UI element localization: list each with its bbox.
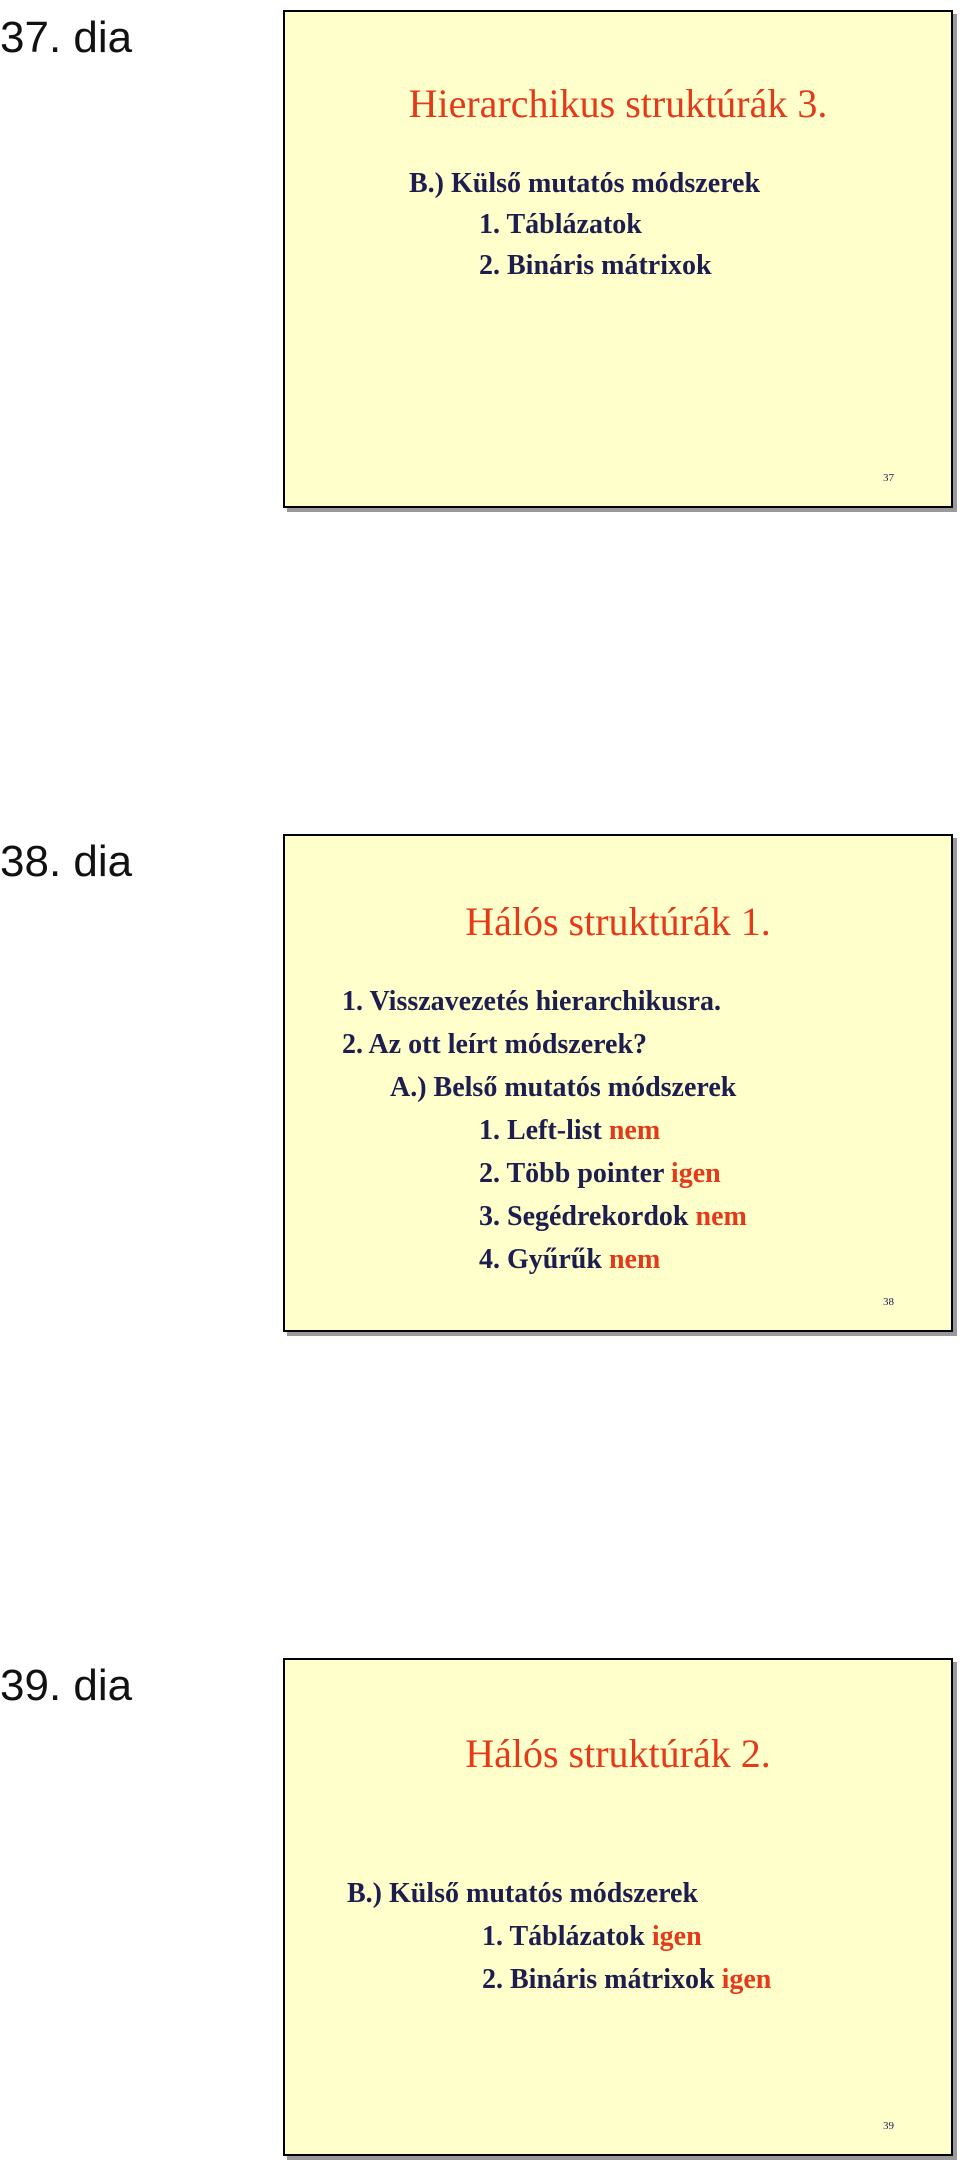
- slide-title: Hierarchikus struktúrák 3.: [408, 81, 828, 126]
- answer-highlight: nem: [608, 1115, 661, 1146]
- slide-line: A.) Belső mutatós módszerek: [390, 1072, 737, 1103]
- slide-37: [283, 10, 953, 508]
- slide-line-text: 1. Táblázatok: [482, 1921, 645, 1952]
- answer-highlight: nem: [608, 1244, 661, 1275]
- answer-highlight: igen: [651, 1921, 702, 1952]
- slide-line: [479, 1117, 660, 1145]
- slide-line: [479, 1160, 721, 1188]
- slide-line: B.) Külső mutatós módszerek: [347, 1878, 699, 1909]
- slide-number: 38: [883, 1296, 894, 1308]
- slide-line-text: 3. Segédrekordok: [479, 1201, 689, 1232]
- answer-highlight: nem: [695, 1201, 747, 1232]
- slide-line: [482, 1923, 702, 1951]
- slide-line-text: 1. Left-list: [479, 1115, 602, 1146]
- slide-line-text: 4. Gyűrűk: [479, 1244, 602, 1275]
- slide-line-text: 2. Több pointer: [479, 1158, 664, 1189]
- slide-line: [479, 1246, 660, 1274]
- answer-highlight: igen: [670, 1158, 721, 1189]
- slide-39: [283, 1658, 953, 2156]
- slide-line: [482, 1966, 771, 1994]
- slide-label-38: 38. dia: [0, 837, 133, 886]
- slide-line: B.) Külső mutatós módszerek: [409, 168, 761, 199]
- slide-line: 2. Az ott leírt módszerek?: [342, 1029, 648, 1060]
- slide-title: Hálós struktúrák 2.: [465, 1731, 771, 1776]
- slide-line: 1. Táblázatok: [479, 209, 642, 240]
- slide-label-37: 37. dia: [0, 13, 133, 62]
- slide-number: 39: [883, 2120, 894, 2132]
- slide-line: 2. Bináris mátrixok: [479, 250, 712, 281]
- answer-highlight: igen: [721, 1964, 772, 1995]
- slide-line: 1. Visszavezetés hierarchikusra.: [342, 986, 721, 1017]
- slide-number: 37: [883, 472, 894, 484]
- slide-38: [283, 834, 953, 1332]
- slide-title: Hálós struktúrák 1.: [465, 899, 771, 944]
- slide-line-text: 2. Bináris mátrixok: [482, 1964, 715, 1995]
- slide-line: [479, 1203, 747, 1231]
- slide-label-39: 39. dia: [0, 1661, 133, 1710]
